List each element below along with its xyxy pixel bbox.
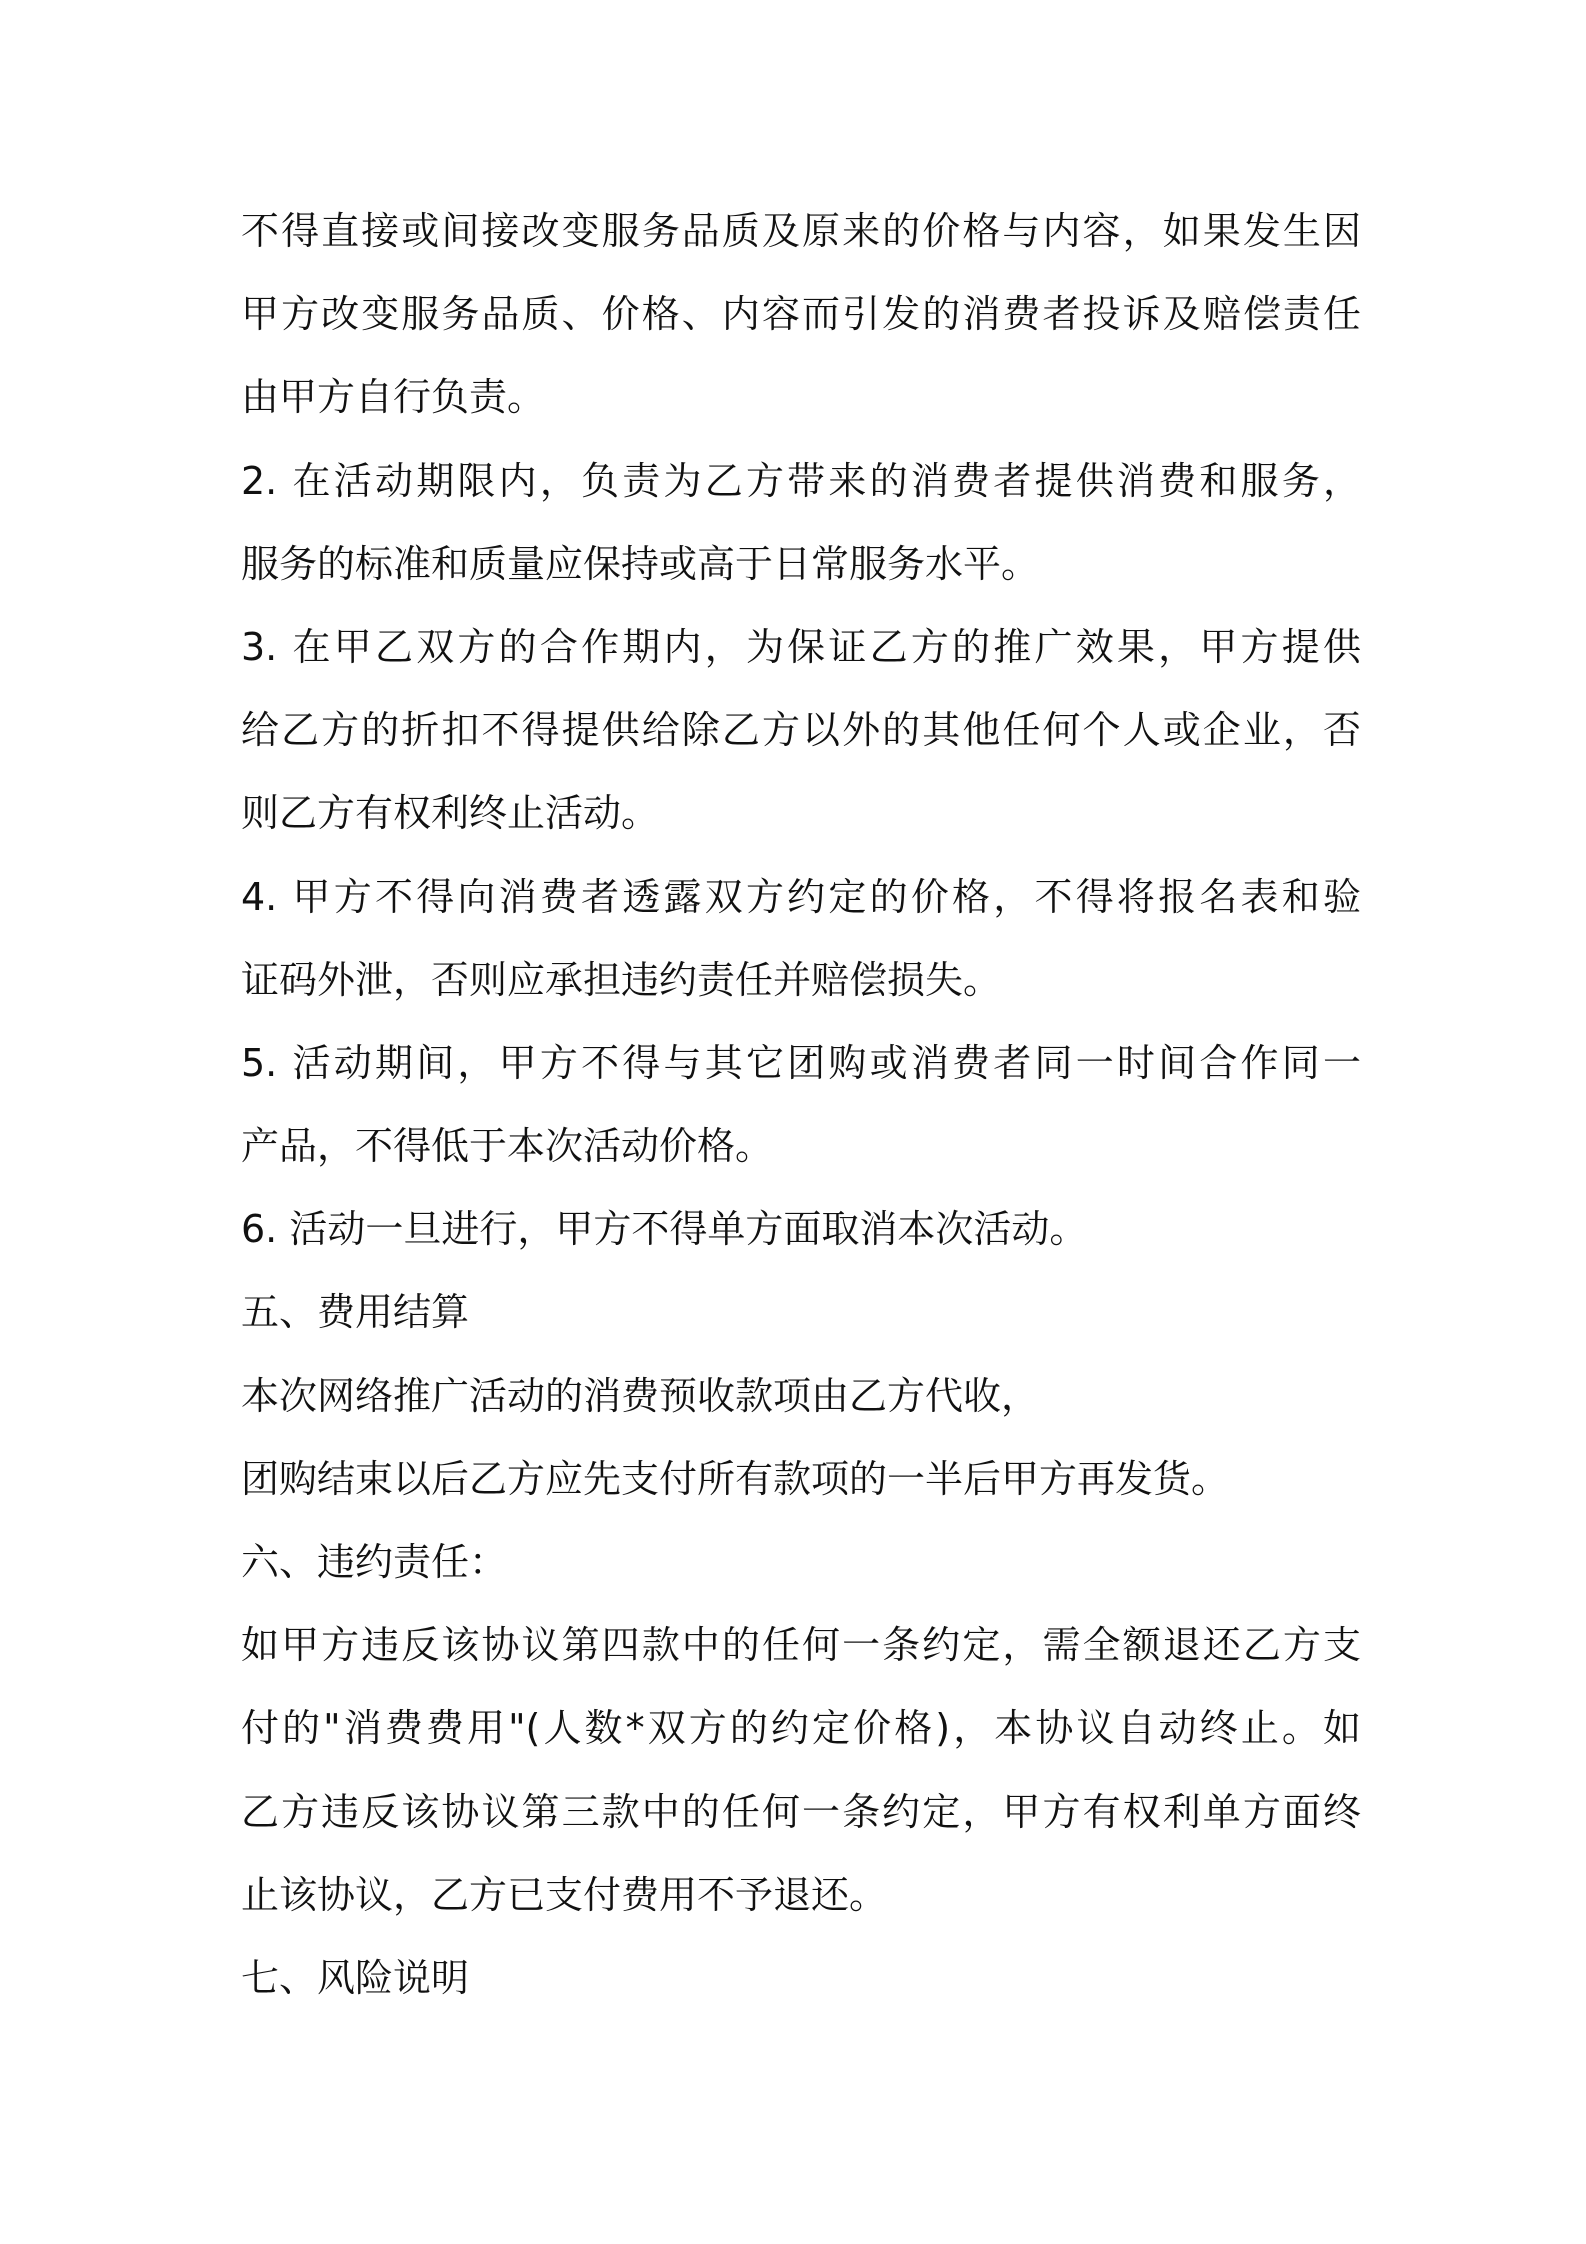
text-line: 本次网络推广活动的消费预收款项由乙方代收， xyxy=(241,1373,1040,1418)
text-line: 产品，不得低于本次活动价格。 xyxy=(241,1124,774,1169)
text-line: 甲方改变服务品质、价格、内容而引发的消费者投诉及赔偿责任 xyxy=(241,292,1361,337)
document-body xyxy=(241,190,1361,2020)
text-line: 付的"消费费用"(人数*双方的约定价格)，本协议自动终止。如 xyxy=(241,1706,1361,1751)
text-line: 给乙方的折扣不得提供给除乙方以外的其他任何个人或企业，否 xyxy=(241,708,1361,753)
section-heading-risk-statement: 七、风险说明 xyxy=(241,1955,470,2000)
list-item-3: 3. 在甲乙双方的合作期内，为保证乙方的推广效果，甲方提供 xyxy=(241,624,1361,669)
list-item-6: 6. 活动一旦进行，甲方不得单方面取消本次活动。 xyxy=(241,1207,1088,1252)
text-line: 服务的标准和质量应保持或高于日常服务水平。 xyxy=(241,541,1040,586)
text-line: 不得直接或间接改变服务品质及原来的价格与内容，如果发生因 xyxy=(241,209,1361,253)
text-line: 止该协议，乙方已支付费用不予退还。 xyxy=(241,1872,888,1917)
section-heading-fee-settlement: 五、费用结算 xyxy=(241,1290,470,1335)
list-item-4: 4. 甲方不得向消费者透露双方约定的价格，不得将报名表和验 xyxy=(241,874,1361,919)
text-line: 乙方违反该协议第三款中的任何一条约定，甲方有权利单方面终 xyxy=(241,1789,1361,1834)
text-line: 证码外泄，否则应承担违约责任并赔偿损失。 xyxy=(241,957,1002,1002)
text-line: 由甲方自行负责。 xyxy=(241,375,546,420)
section-heading-breach-liability: 六、违约责任： xyxy=(241,1540,508,1584)
text-line: 如甲方违反该协议第四款中的任何一条约定，需全额退还乙方支 xyxy=(241,1623,1361,1668)
list-item-5: 5. 活动期间，甲方不得与其它团购或消费者同一时间合作同一 xyxy=(241,1040,1361,1085)
text-line: 团购结束以后乙方应先支付所有款项的一半后甲方再发货。 xyxy=(241,1456,1230,1501)
text-line: 则乙方有权利终止活动。 xyxy=(241,791,660,836)
list-item-2: 2. 在活动期限内，负责为乙方带来的消费者提供消费和服务， xyxy=(241,458,1361,503)
